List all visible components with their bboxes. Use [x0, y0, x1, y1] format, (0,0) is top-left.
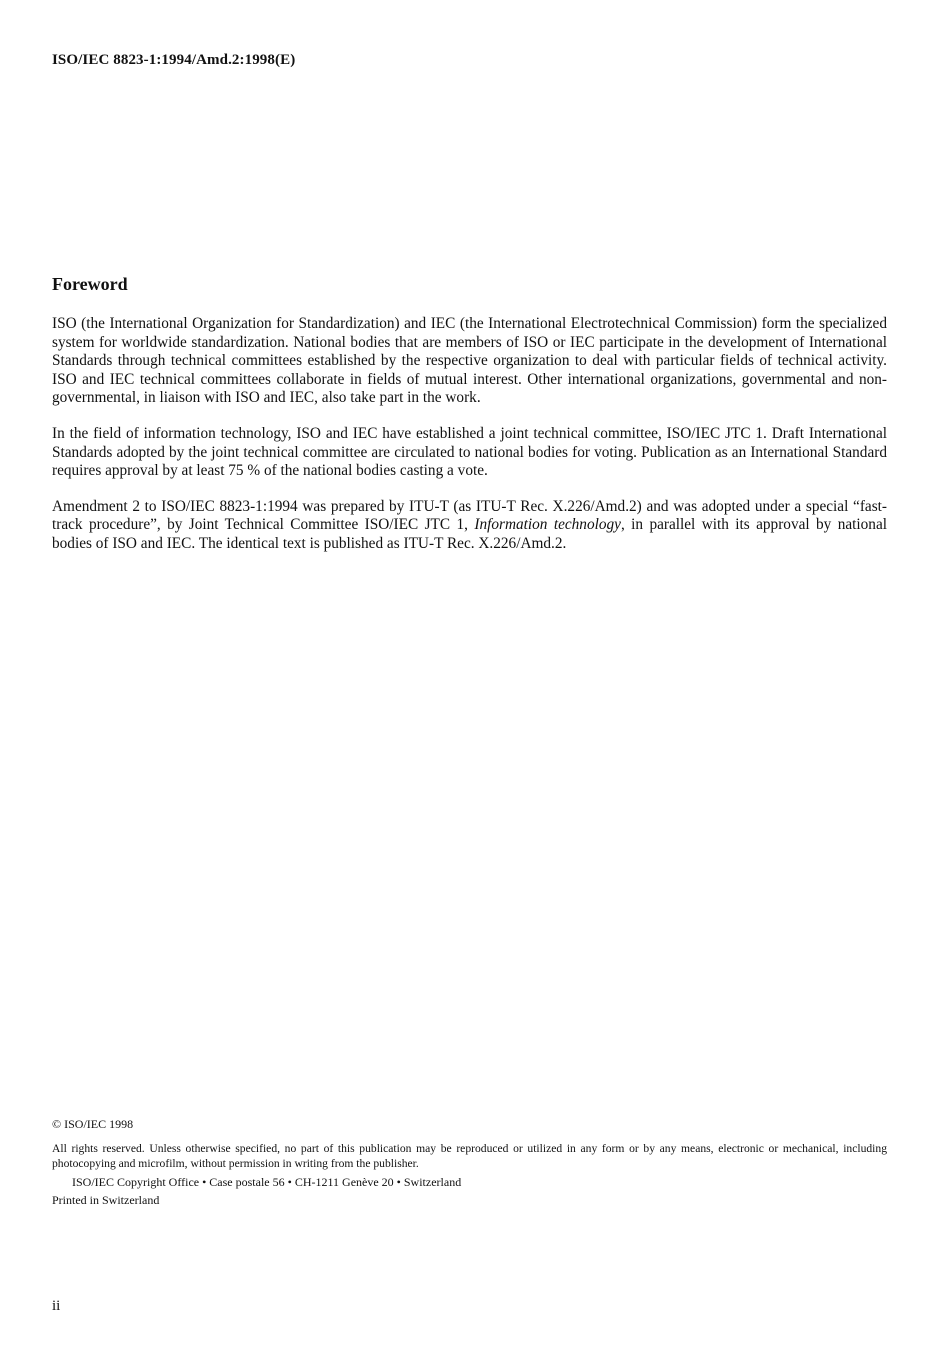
foreword-section — [52, 274, 887, 571]
rights-notice: All rights reserved. Unless otherwise specified, no part of this publication may be reproduced or utilized in any form or by any means, electronic or mechanical, including photocopying and microfilm, without permission in writing from the publisher. — [52, 1142, 887, 1170]
foreword-paragraph-2: In the field of information technology, ISO and IEC have established a joint technical committee, ISO/IEC JTC 1. Draft International Standards adopted by the joint technical committee are circulated to national bodies for voting. Publication as an International Standard requires approval by at least 75 % of the national bodies casting a vote. — [52, 424, 887, 480]
copyright-block — [52, 1117, 887, 1208]
foreword-paragraph-3 — [52, 498, 887, 554]
copyright-line: © ISO/IEC 1998 — [52, 1117, 134, 1131]
printed-location: Printed in Switzerland — [52, 1193, 160, 1207]
document-header: ISO/IEC 8823-1:1994/Amd.2:1998(E) — [52, 52, 296, 68]
paragraph-3-text-start: Amendment 2 to ISO/IEC 8823-1:1994 was prepared by ITU-T (as ITU-T Rec. X.226/Amd.2) and was adopted under a special “fast-track procedure”, by Joint Technical Committee ISO/IEC JTC 1, — [52, 497, 887, 534]
committee-title-italic: Information technology — [474, 516, 621, 534]
paragraph-3-text-end: , in parallel with its approval by national bodies of ISO and IEC. The identical text is published as ITU-T Rec. X.226/Amd.2. — [52, 516, 887, 552]
foreword-title: Foreword — [52, 274, 128, 294]
foreword-paragraph-1: ISO (the International Organization for Standardization) and IEC (the International Electrotechnical Commission) form the specialized system for worldwide standardization. National bodies that are members of ISO or IEC participate in the development of International Standards through technical committees established by the respective organization to deal with particular fields of technical activity. ISO and IEC technical committees collaborate in fields of mutual interest. Other international organizations, governmental and non-governmental, in liaison with ISO and IEC, also take part in the work. — [52, 315, 887, 407]
page-number: ii — [52, 1298, 61, 1314]
copyright-office-address: ISO/IEC Copyright Office • Case postale 56 • CH-1211 Genève 20 • Switzerland — [72, 1175, 462, 1189]
